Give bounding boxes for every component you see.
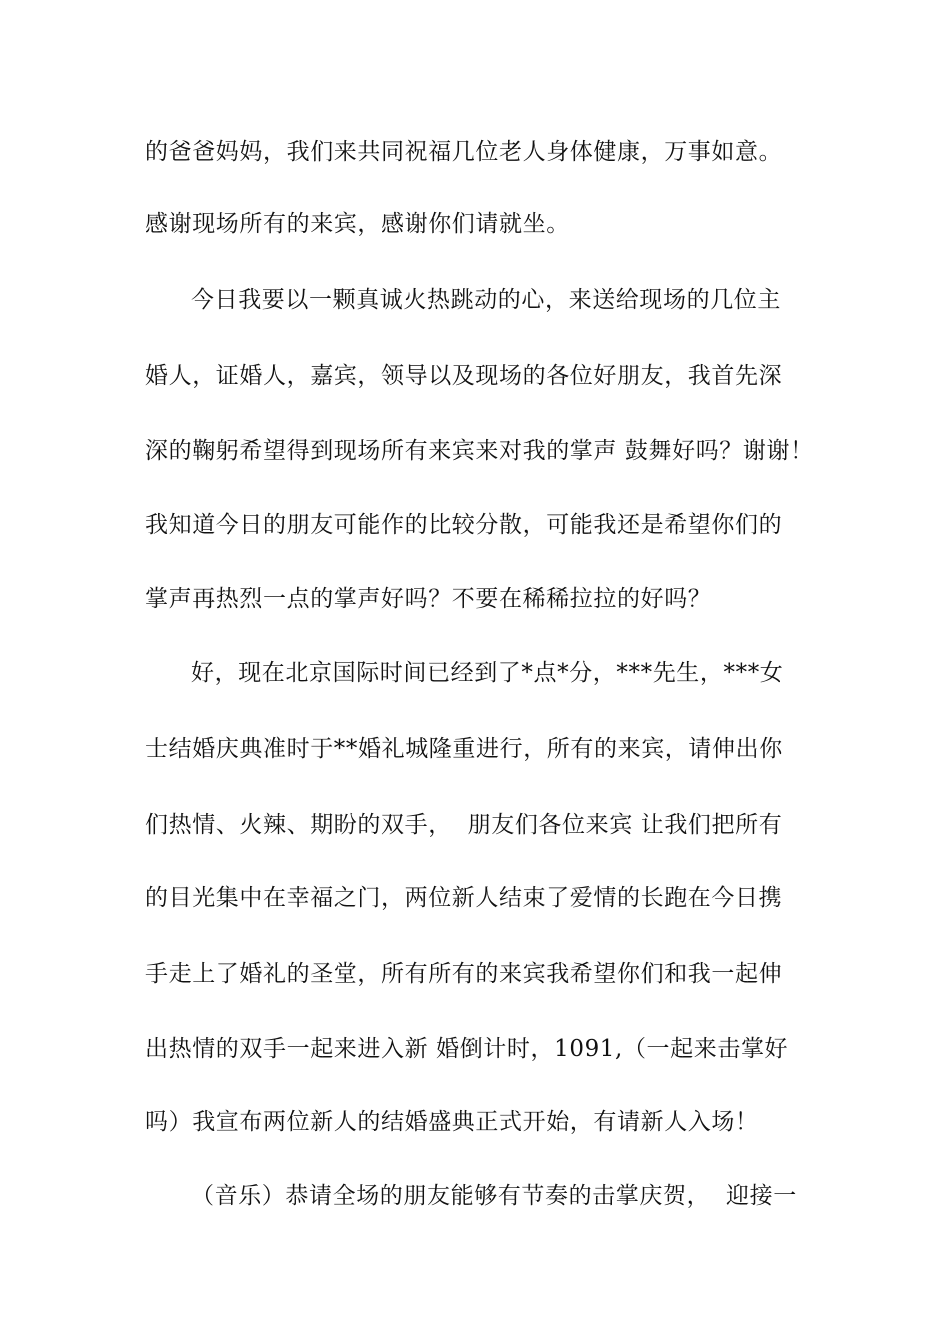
text-line: 出热情的双手一起来进入新 婚倒计时，1091,（一起来击掌好 — [145, 1036, 789, 1062]
text-line: 婚人，证婚人，嘉宾，领导以及现场的各位好朋友，我首先深 — [145, 363, 783, 389]
paragraph-first-line: 今日我要以一颗真诚火热跳动的心，来送给现场的几位主 — [191, 287, 781, 313]
text-line: 手走上了婚礼的圣堂，所有所有的来宾我希望你们和我一起伸 — [145, 961, 783, 987]
text-line: 士结婚庆典准时于**婚礼城隆重进行，所有的来宾，请伸出你 — [145, 736, 783, 762]
paragraph-first-line: 好，现在北京国际时间已经到了*点*分，***先生，***女 — [191, 660, 784, 686]
paragraph-first-line: （音乐）恭请全场的朋友能够有节奏的击掌庆贺， 迎接一 — [191, 1183, 797, 1209]
text-line: 感谢现场所有的来宾，感谢你们请就坐。 — [145, 211, 570, 237]
text-line: 我知道今日的朋友可能作的比较分散，可能我还是希望你们的 — [145, 512, 783, 538]
text-line: 深的鞠躬希望得到现场所有来宾来对我的掌声 鼓舞好吗？谢谢！ — [145, 438, 814, 464]
text-line: 的目光集中在幸福之门，两位新人结束了爱情的长跑在今日携 — [145, 885, 783, 911]
text-line: 吗）我宣布两位新人的结婚盛典正式开始，有请新人入场！ — [145, 1109, 759, 1135]
text-line: 们热情、火辣、期盼的双手， 朋友们各位来宾 让我们把所有 — [145, 812, 783, 838]
text-line: 掌声再热烈一点的掌声好吗？不要在稀稀拉拉的好吗？ — [145, 586, 712, 612]
text-line: 的爸爸妈妈，我们来共同祝福几位老人身体健康，万事如意。 — [145, 139, 783, 165]
